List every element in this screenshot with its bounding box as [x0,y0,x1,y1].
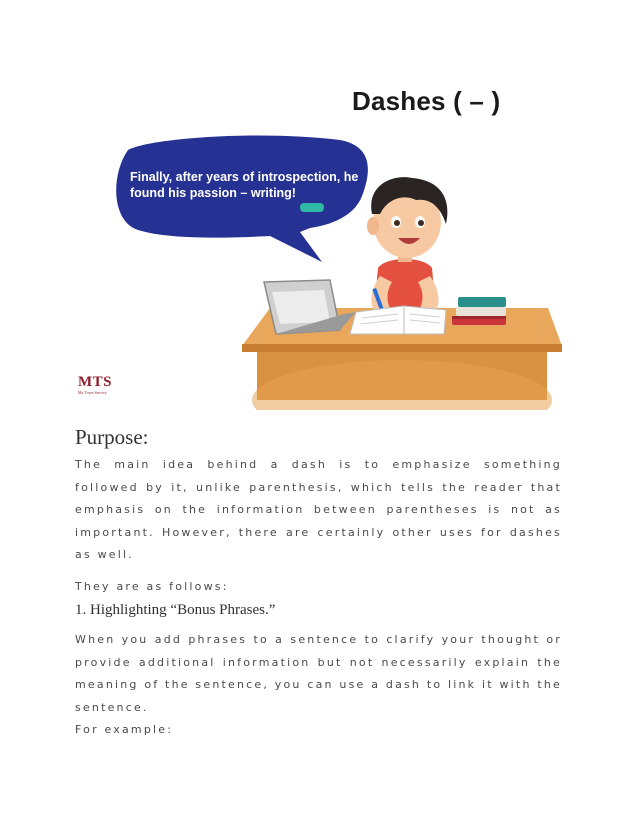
header-illustration [0,0,638,410]
bubble-button [300,203,324,212]
section-heading: Purpose: [75,425,149,449]
subheading-paragraph: When you add phrases to a sentence to clarify your thought or provide additional information but not necessarily explain the meaning of the sentence, you can use a dash to link it with the sentence. [75,633,562,714]
subheading: 1. Highlighting “Bonus Phrases.” [75,602,276,618]
logo-subtext: My Town Service [78,390,107,395]
intro-paragraph: The main idea behind a dash is to emphasize something followed by it, unlike parenthesis, which tells the reader that emphasis on the information between parentheses is not as important. However, there are certainly other uses for dashes as well. [75,458,562,561]
mts-logo [78,375,118,399]
illustration-title: Dashes ( – ) [352,86,501,116]
boy-character [367,177,447,316]
laptop [264,280,356,334]
boy-writing-illustration [0,0,638,410]
logo-mark: MTS [78,374,113,390]
book-stack [452,297,506,325]
follows-text: They are as follows: [75,580,229,593]
speech-bubble-text: Finally, after years of introspection, he found his passion – writing! [130,170,359,200]
example-label: For example: [75,723,174,736]
